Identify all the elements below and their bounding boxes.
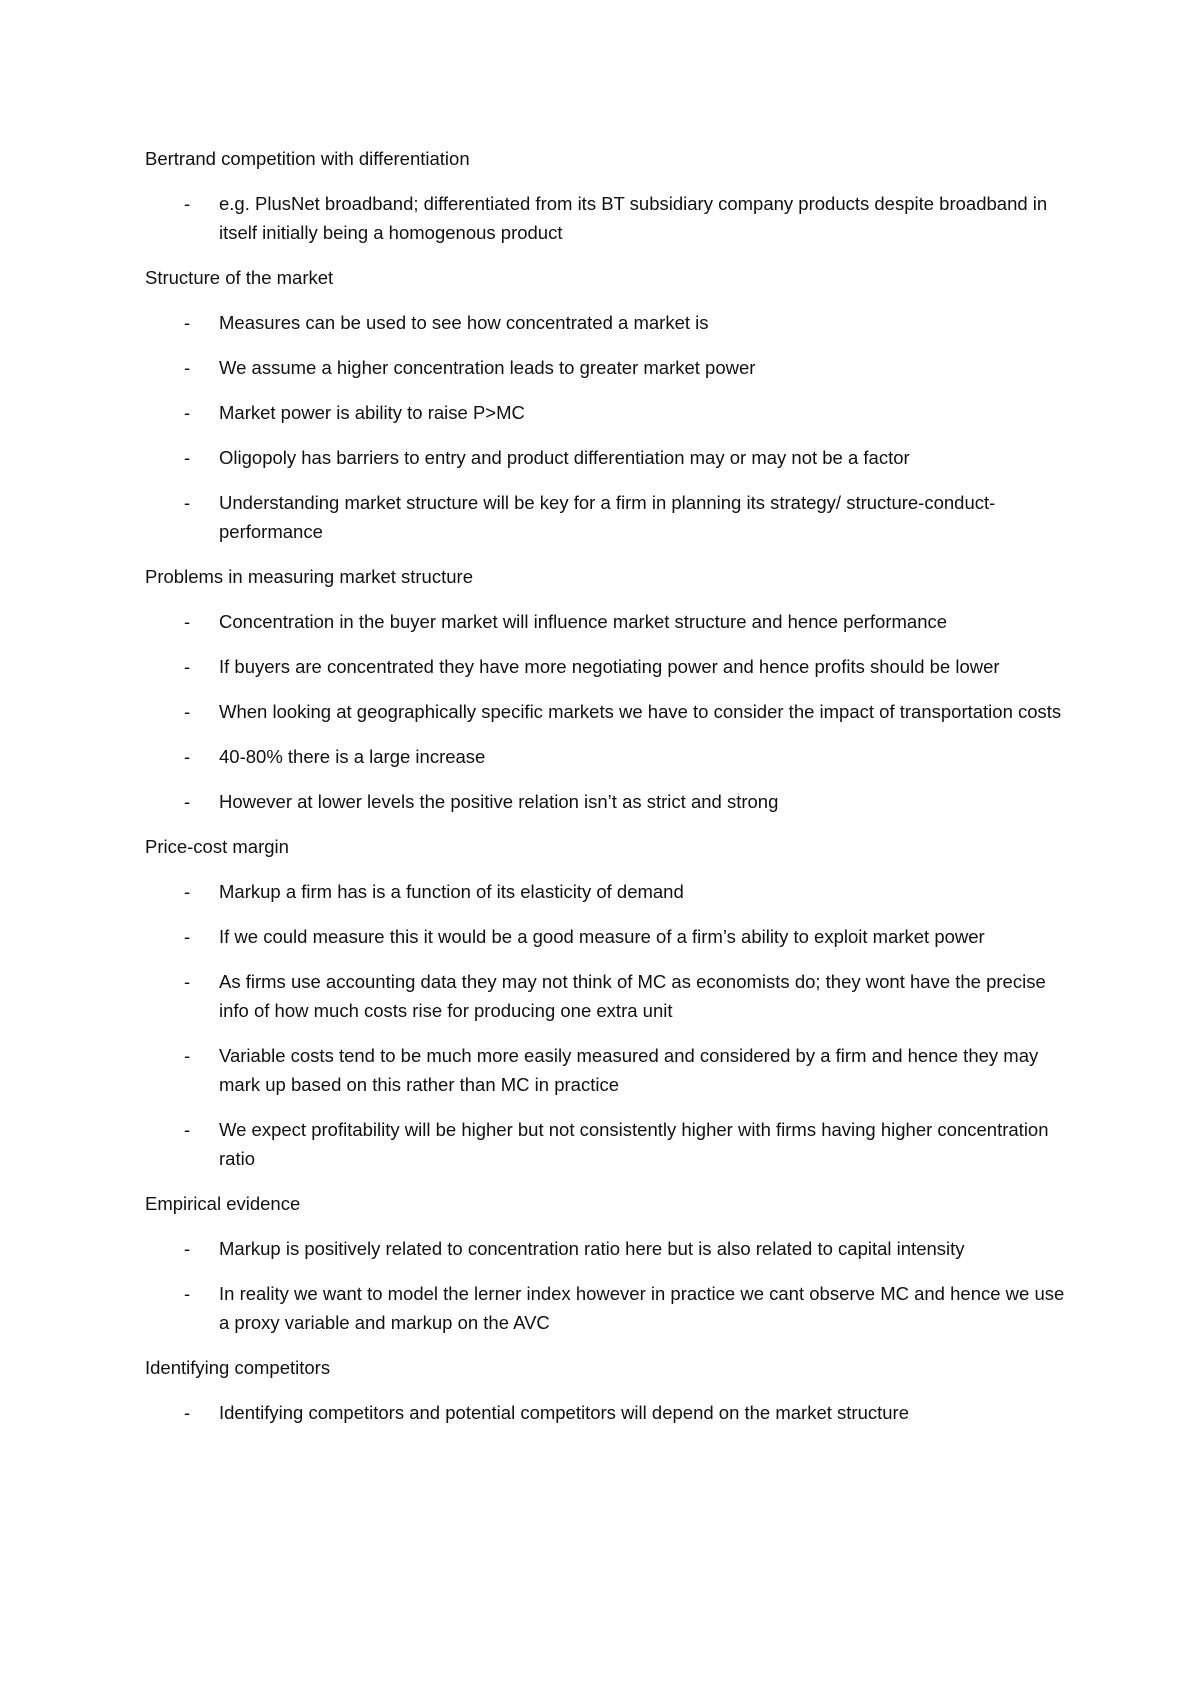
list-item	[145, 308, 1070, 337]
list-item	[145, 787, 1070, 816]
list-item-text: If we could measure this it would be a good measure of a firm’s ability to exploit market power	[219, 926, 985, 947]
list-item	[145, 742, 1070, 771]
list-item-text: We assume a higher concentration leads to greater market power	[219, 357, 756, 378]
dash-marker: -	[184, 447, 191, 468]
list-item-text: 40-80% there is a large increase	[219, 746, 486, 767]
list-item	[145, 1115, 1070, 1173]
list-item	[145, 607, 1070, 636]
bullet-list	[145, 607, 1070, 816]
dash-marker: -	[184, 656, 191, 677]
section-bertrand	[145, 144, 1070, 247]
list-item-text: Understanding market structure will be key for a firm in planning its strategy/ structure-conduct-performance	[219, 492, 996, 542]
list-item-text: As firms use accounting data they may not think of MC as economists do; they wont have the precise info of how much costs rise for producing one extra unit	[219, 971, 1046, 1021]
section-heading: Problems in measuring market structure	[145, 566, 473, 587]
dash-marker: -	[184, 193, 191, 214]
list-item	[145, 1041, 1070, 1099]
list-item-text: Measures can be used to see how concentrated a market is	[219, 312, 709, 333]
section-empirical	[145, 1189, 1070, 1337]
list-item	[145, 353, 1070, 382]
dash-marker: -	[184, 1119, 191, 1140]
section-heading: Price-cost margin	[145, 836, 289, 857]
list-item	[145, 1279, 1070, 1337]
list-item	[145, 967, 1070, 1025]
dash-marker: -	[184, 1402, 191, 1423]
bullet-list	[145, 189, 1070, 247]
list-item-text: Identifying competitors and potential competitors will depend on the market structure	[219, 1402, 910, 1423]
list-item-text: Markup is positively related to concentration ratio here but is also related to capital intensity	[219, 1238, 965, 1259]
list-item	[145, 189, 1070, 247]
dash-marker: -	[184, 746, 191, 767]
list-item-text: However at lower levels the positive relation isn’t as strict and strong	[219, 791, 779, 812]
section-problems	[145, 562, 1070, 816]
list-item	[145, 488, 1070, 546]
section-heading: Empirical evidence	[145, 1193, 301, 1214]
list-item-text: Market power is ability to raise P>MC	[219, 402, 525, 423]
dash-marker: -	[184, 312, 191, 333]
dash-marker: -	[184, 926, 191, 947]
dash-marker: -	[184, 492, 191, 513]
list-item-text: If buyers are concentrated they have more negotiating power and hence profits should be lower	[219, 656, 1000, 677]
dash-marker: -	[184, 1045, 191, 1066]
list-item	[145, 398, 1070, 427]
list-item-text: Concentration in the buyer market will influence market structure and hence performance	[219, 611, 948, 632]
list-item-text: In reality we want to model the lerner index however in practice we cant observe MC and hence we use a proxy variable and markup on the AVC	[219, 1283, 1065, 1333]
section-heading: Identifying competitors	[145, 1357, 331, 1378]
list-item-text: Variable costs tend to be much more easily measured and considered by a firm and hence they may mark up based on this rather than MC in practice	[219, 1045, 1039, 1095]
dash-marker: -	[184, 402, 191, 423]
section-structure	[145, 263, 1070, 546]
dash-marker: -	[184, 971, 191, 992]
section-heading: Bertrand competition with differentiation	[145, 148, 470, 169]
dash-marker: -	[184, 881, 191, 902]
dash-marker: -	[184, 1238, 191, 1259]
list-item-text: Markup a firm has is a function of its elasticity of demand	[219, 881, 684, 902]
bullet-list	[145, 308, 1070, 546]
list-item	[145, 652, 1070, 681]
list-item	[145, 443, 1070, 472]
list-item-text: When looking at geographically specific markets we have to consider the impact of transportation costs	[219, 701, 1062, 722]
dash-marker: -	[184, 1283, 191, 1304]
bullet-list	[145, 1398, 1070, 1427]
bullet-list	[145, 1234, 1070, 1337]
section-price-cost	[145, 832, 1070, 1173]
list-item	[145, 1234, 1070, 1263]
list-item-text: We expect profitability will be higher but not consistently higher with firms having higher concentration ratio	[219, 1119, 1049, 1169]
list-item-text: e.g. PlusNet broadband; differentiated from its BT subsidiary company products despite broadband in itself initially being a homogenous product	[219, 193, 1048, 243]
bullet-list	[145, 877, 1070, 1173]
list-item	[145, 697, 1070, 726]
list-item-text: Oligopoly has barriers to entry and product differentiation may or may not be a factor	[219, 447, 910, 468]
list-item	[145, 877, 1070, 906]
dash-marker: -	[184, 611, 191, 632]
dash-marker: -	[184, 357, 191, 378]
dash-marker: -	[184, 791, 191, 812]
dash-marker: -	[184, 701, 191, 722]
section-competitors	[145, 1353, 1070, 1427]
list-item	[145, 922, 1070, 951]
list-item	[145, 1398, 1070, 1427]
section-heading: Structure of the market	[145, 267, 334, 288]
